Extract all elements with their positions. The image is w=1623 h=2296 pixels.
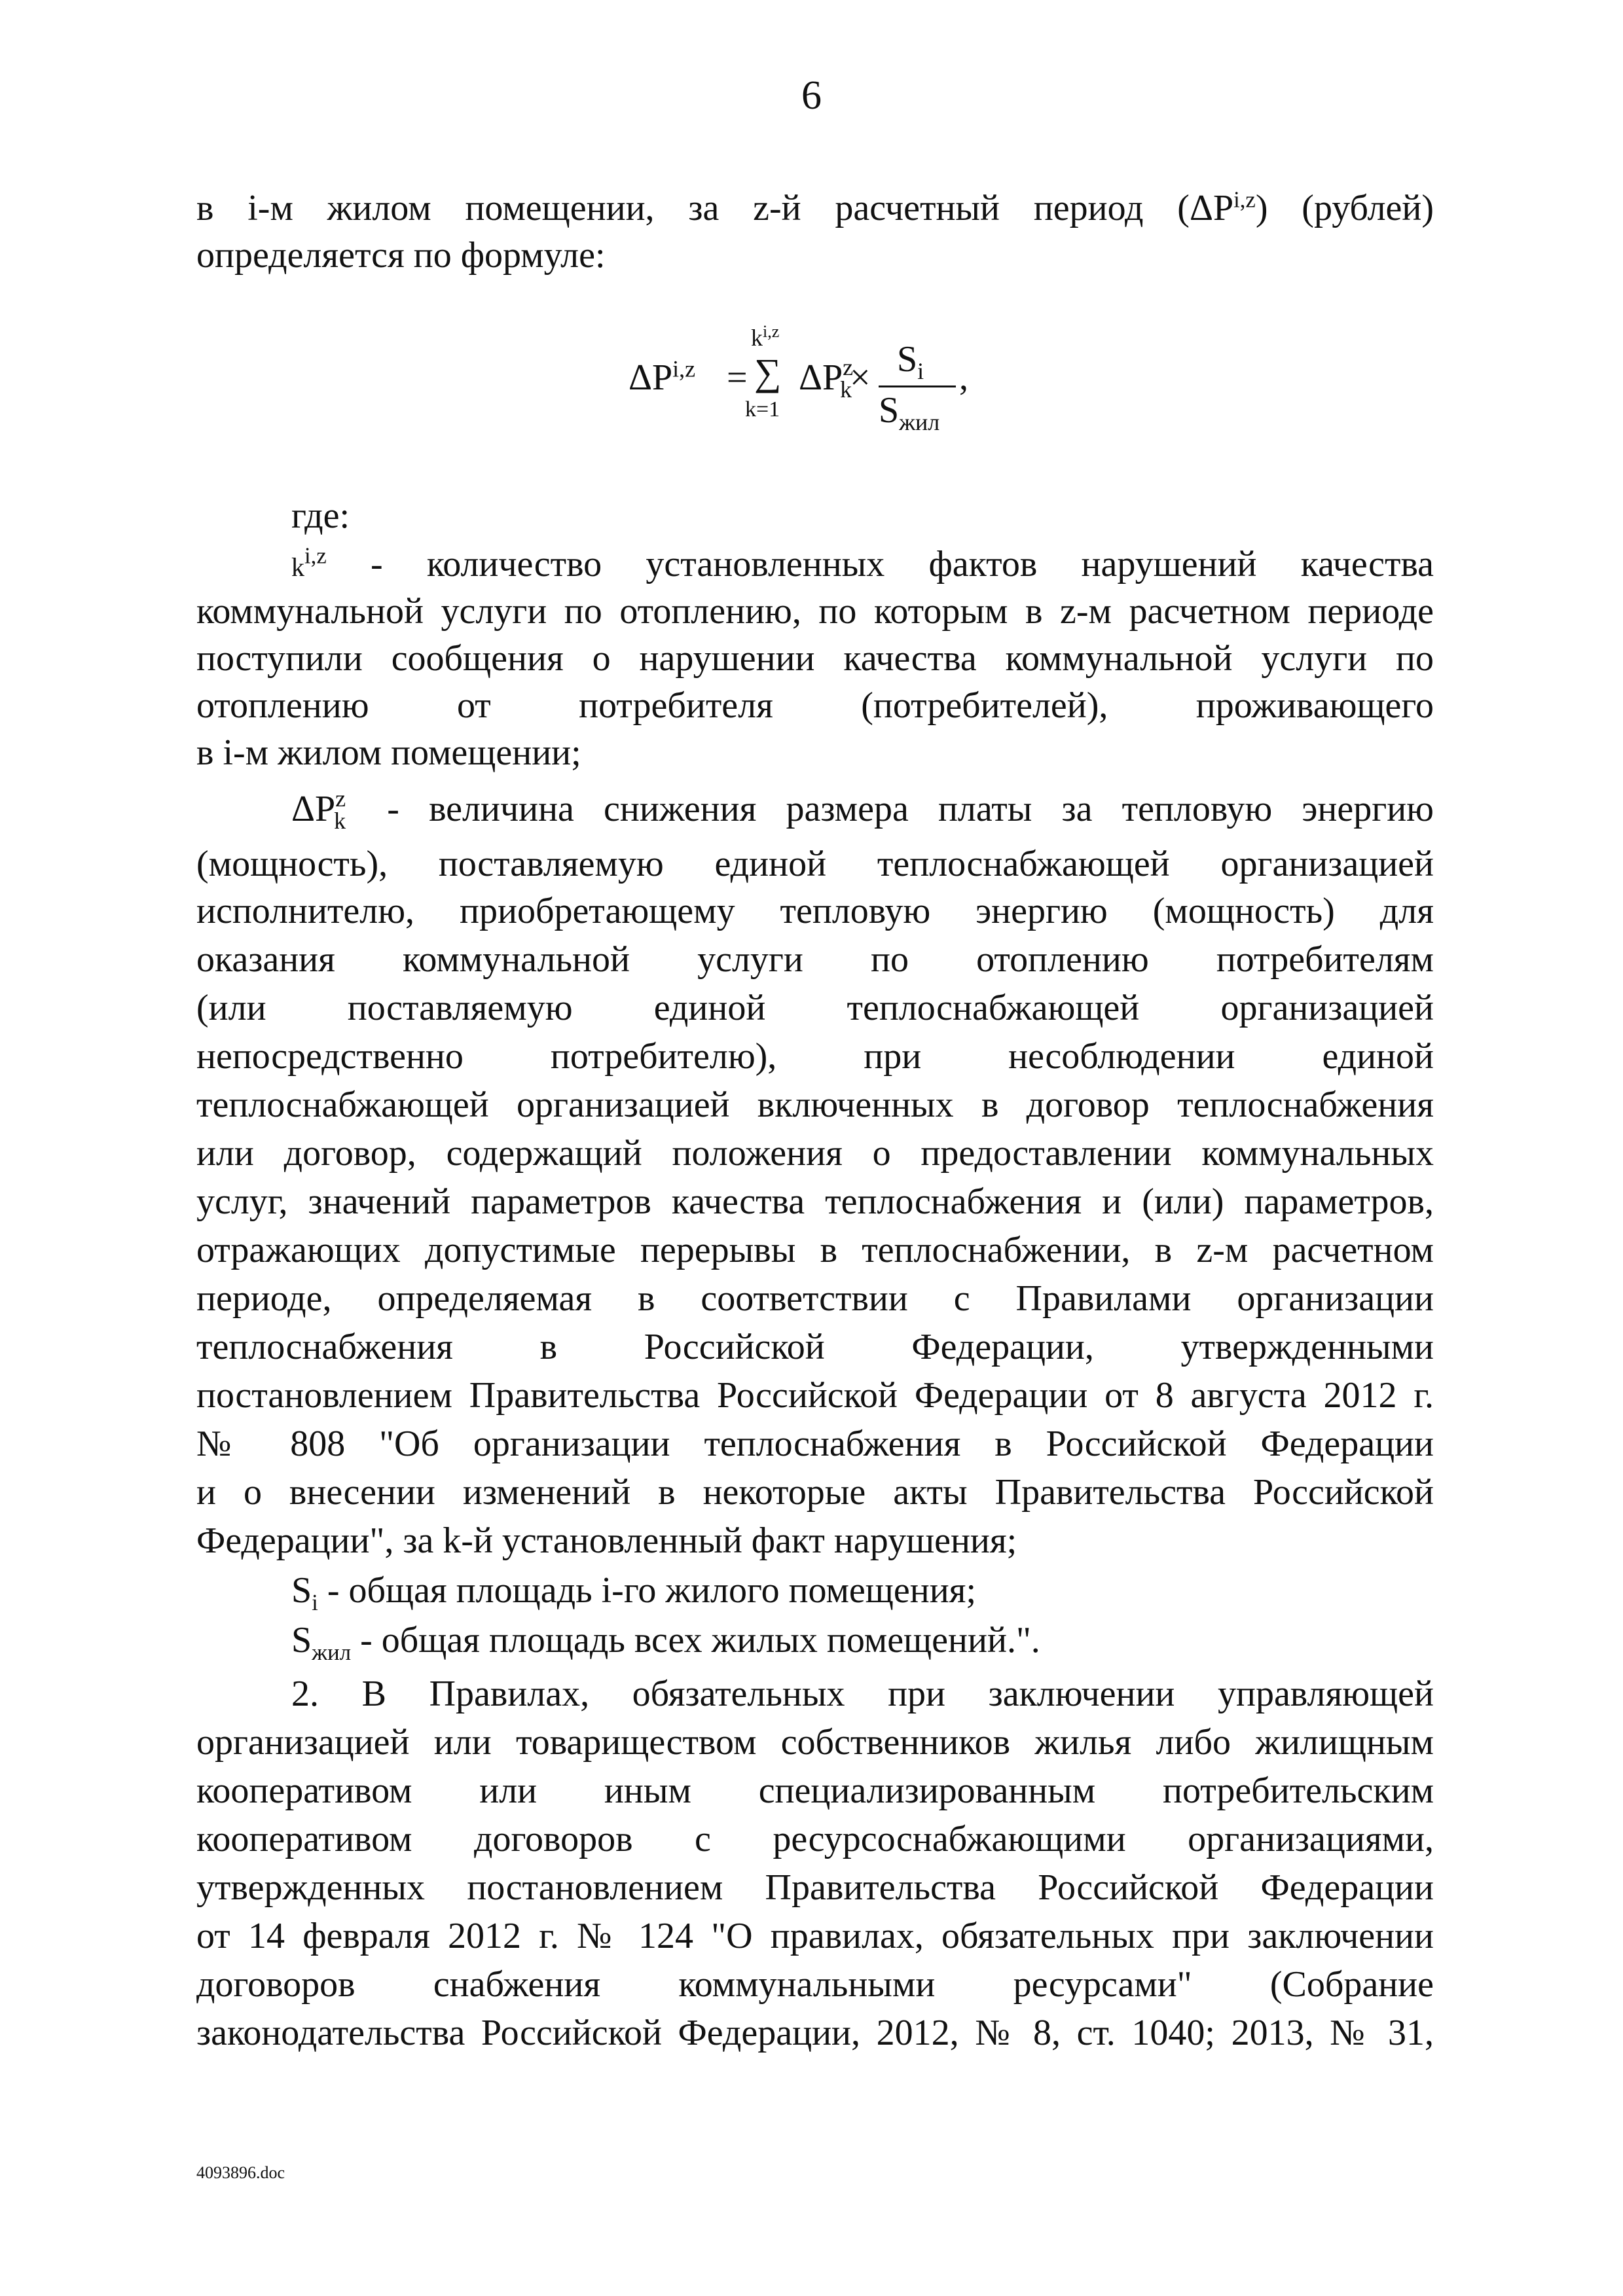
text-line: непосредственно потребителю), при несоблюдении единой (196, 1036, 1434, 1077)
text-line: $k^{i,z}$ - количество установленных фактов нарушений качества (291, 543, 1434, 584)
sigma-symbol: ∑ (754, 351, 782, 393)
text-line: Федерации", за k-й установленный факт нарушения; (196, 1520, 1017, 1561)
text-line: утвержденных постановлением Правительства Российской Федерации (196, 1867, 1434, 1908)
text-line: коммунальной услуги по отоплению, по которым в z-м расчетном периоде (196, 591, 1434, 632)
text-line: $\Delta P^z_k$ - величина снижения размера платы за тепловую энергию (291, 785, 1434, 834)
text-line: кооперативом или иным специализированным потребительским (196, 1770, 1434, 1811)
text-line: услуг, значений параметров качества теплоснабжения и (или) параметров, (196, 1181, 1434, 1222)
text-line: оказания коммунальной услуги по отоплению потребителям (196, 939, 1434, 980)
times-sign: × (850, 357, 871, 398)
text-line: поступили сообщения о нарушении качества коммунальной услуги по (196, 638, 1434, 679)
formula-comma: , (959, 357, 968, 398)
text-line: или договор, содержащий положения о предоставлении коммунальных (196, 1133, 1434, 1174)
text-line: 2. В Правилах, обязательных при заключении управляющей (291, 1674, 1434, 1714)
text-line: законодательства Российской Федерации, 2012, № 8, ст. 1040; 2013, № 31, (196, 2013, 1434, 2053)
text-line: договоров снабжения коммунальными ресурсами" (Собрание (196, 1964, 1434, 2005)
fraction-denominator: $S_{жил}$ (879, 390, 940, 436)
fraction-numerator: $S_i$ (897, 339, 924, 385)
text-line: теплоснабжающей организацией включенных в договор теплоснабжения (196, 1085, 1434, 1125)
text-line: отражающих допустимые перерывы в теплоснабжении, в z-м расчетном (196, 1230, 1434, 1270)
sum-lower-limit: k=1 (745, 397, 780, 422)
text-line: постановлением Правительства Российской Федерации от 8 августа 2012 г. (196, 1375, 1434, 1416)
text-line: организацией или товариществом собственников жилья либо жилищным (196, 1722, 1434, 1763)
sum-upper-limit: $k^{i,z}$ (751, 322, 780, 351)
text-line: в i-м жилом помещении, за z-й расчетный период (ΔP$^{i,z}$) (рублей) (196, 187, 1434, 228)
text-line: отоплению от потребителя (потребителей), проживающего (196, 685, 1434, 726)
text-line: от 14 февраля 2012 г. № 124 "О правилах, обязательных при заключении (196, 1916, 1434, 1956)
formula-term: $\Delta P^z_k$ (799, 354, 854, 403)
text-line: кооперативом договоров с ресурсоснабжающими организациями, (196, 1819, 1434, 1859)
formula (629, 324, 1034, 455)
text-line: и о внесении изменений в некоторые акты Правительства Российской (196, 1472, 1434, 1513)
text-line: где: (291, 495, 350, 536)
text-line: (мощность), поставляемую единой теплоснабжающей организацией (196, 844, 1434, 884)
text-line: $S_i$ - общая площадь i-го жилого помещения; (291, 1570, 976, 1616)
text-line: теплоснабжения в Российской Федерации, утвержденными (196, 1327, 1434, 1367)
text-line: (или поставляемую единой теплоснабжающей организацией (196, 988, 1434, 1028)
text-line: $S_{жил}$ - общая площадь всех жилых помещений.". (291, 1620, 1040, 1666)
text-line: исполнителю, приобретающему тепловую энергию (мощность) для (196, 891, 1434, 931)
text-line: определяется по формуле: (196, 235, 606, 276)
fraction-bar (879, 386, 956, 387)
footer-filename: 4093896.doc (196, 2163, 285, 2182)
text-line: № 808 "Об организации теплоснабжения в Российской Федерации (196, 1424, 1434, 1464)
text-line: в i-м жилом помещении; (196, 732, 581, 773)
formula-lhs: ΔP$^{i,z}$ (629, 355, 696, 398)
text-line: периоде, определяемая в соответствии с Правилами организации (196, 1278, 1434, 1319)
formula-equals: = (727, 357, 748, 398)
page-number: 6 (801, 73, 822, 118)
